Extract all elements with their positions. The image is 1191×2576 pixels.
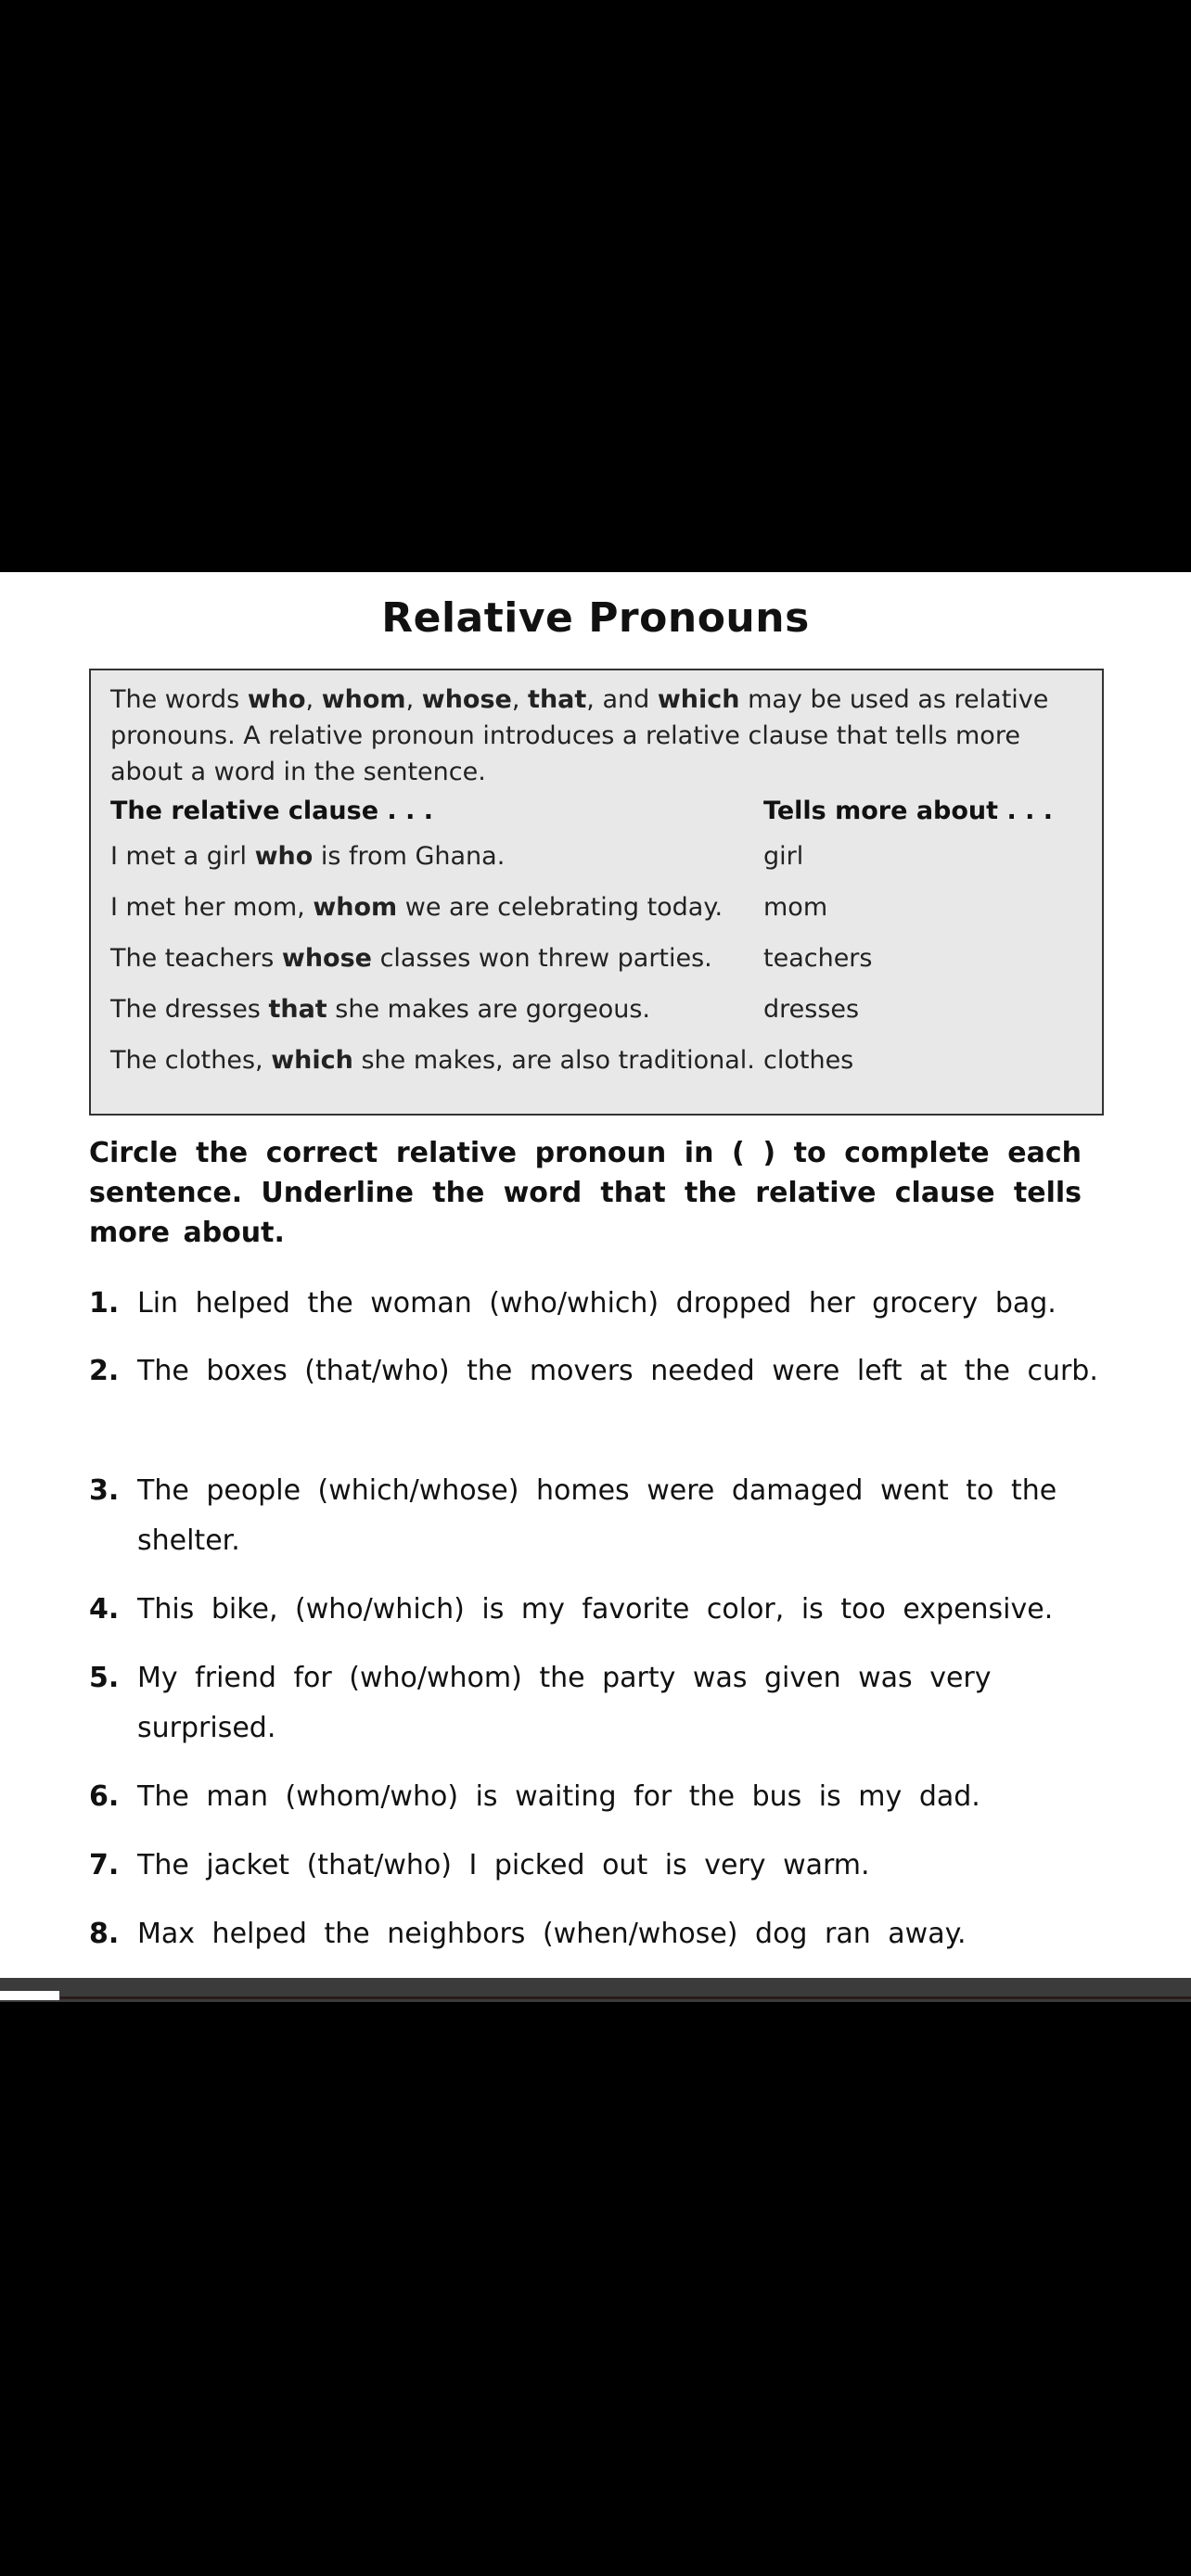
question-item — [89, 1585, 1100, 1635]
intro-paragraph: The words who, whom, whose, that, and which may be used as relative pronouns. A relative pronoun introduces a relative clause that tells more about a word in the sentence. — [110, 685, 1049, 786]
progress-fill — [0, 1991, 59, 2000]
video-progress-bar[interactable] — [0, 1978, 1191, 2002]
example-row: The dresses that she makes are gorgeous. dresses — [110, 995, 860, 1024]
column-header-clause: The relative clause . . . — [110, 797, 433, 825]
example-about: clothes — [763, 1046, 854, 1075]
question-item — [89, 1466, 1100, 1566]
question-text: My friend for (who/whom) the party was given was very surprised. — [137, 1662, 992, 1744]
question-number: 5. — [89, 1662, 120, 1694]
column-header-about: Tells more about . . . — [763, 797, 1054, 825]
question-item — [89, 1909, 1100, 1959]
example-row: The clothes, which she makes, are also traditional. clothes — [110, 1046, 854, 1075]
question-number: 2. — [89, 1355, 120, 1387]
question-number: 7. — [89, 1849, 120, 1881]
question-text: Lin helped the woman (who/which) dropped her grocery bag. — [137, 1287, 1057, 1320]
instructions: Circle the correct relative pronoun in ( ) to complete each sentence. Underline the word that the relative clause tells more about. — [89, 1137, 1082, 1249]
question-number: 3. — [89, 1474, 120, 1507]
info-box — [89, 669, 1104, 1116]
question-number: 6. — [89, 1780, 120, 1813]
page-title: Relative Pronouns — [381, 594, 810, 642]
pronoun-that: that — [528, 685, 587, 714]
example-about: dresses — [763, 995, 860, 1024]
question-number: 4. — [89, 1593, 120, 1626]
progress-track — [60, 1996, 1191, 1999]
pronoun-whom: whom — [321, 685, 406, 714]
worksheet-page — [0, 572, 1191, 1978]
example-row: I met a girl who is from Ghana. girl — [110, 842, 804, 871]
example-about: teachers — [763, 944, 873, 973]
question-item — [89, 1279, 1100, 1329]
question-item — [89, 1653, 1100, 1753]
example-row: The teachers whose classes won threw parties. teachers — [110, 944, 873, 973]
question-item — [89, 1346, 1100, 1396]
question-text: This bike, (who/which) is my favorite color, is too expensive. — [137, 1593, 1054, 1626]
question-text: The man (whom/who) is waiting for the bus is my dad. — [137, 1780, 980, 1813]
question-text: The jacket (that/who) I picked out is very warm. — [137, 1849, 870, 1881]
pronoun-who: who — [247, 685, 306, 714]
question-item — [89, 1841, 1100, 1891]
question-item — [89, 1772, 1100, 1822]
pronoun-whose: whose — [421, 685, 512, 714]
example-about: mom — [763, 893, 828, 922]
question-text: The boxes (that/who) the movers needed were left at the curb. — [137, 1355, 1098, 1387]
question-number: 1. — [89, 1287, 120, 1320]
example-about: girl — [763, 842, 804, 871]
example-row: I met her mom, whom we are celebrating today. mom — [110, 893, 828, 922]
pronoun-which: which — [657, 685, 740, 714]
question-text: Max helped the neighbors (when/whose) dog ran away. — [137, 1918, 967, 1950]
question-text: The people (which/whose) homes were damaged went to the shelter. — [137, 1474, 1057, 1557]
question-number: 8. — [89, 1918, 120, 1950]
